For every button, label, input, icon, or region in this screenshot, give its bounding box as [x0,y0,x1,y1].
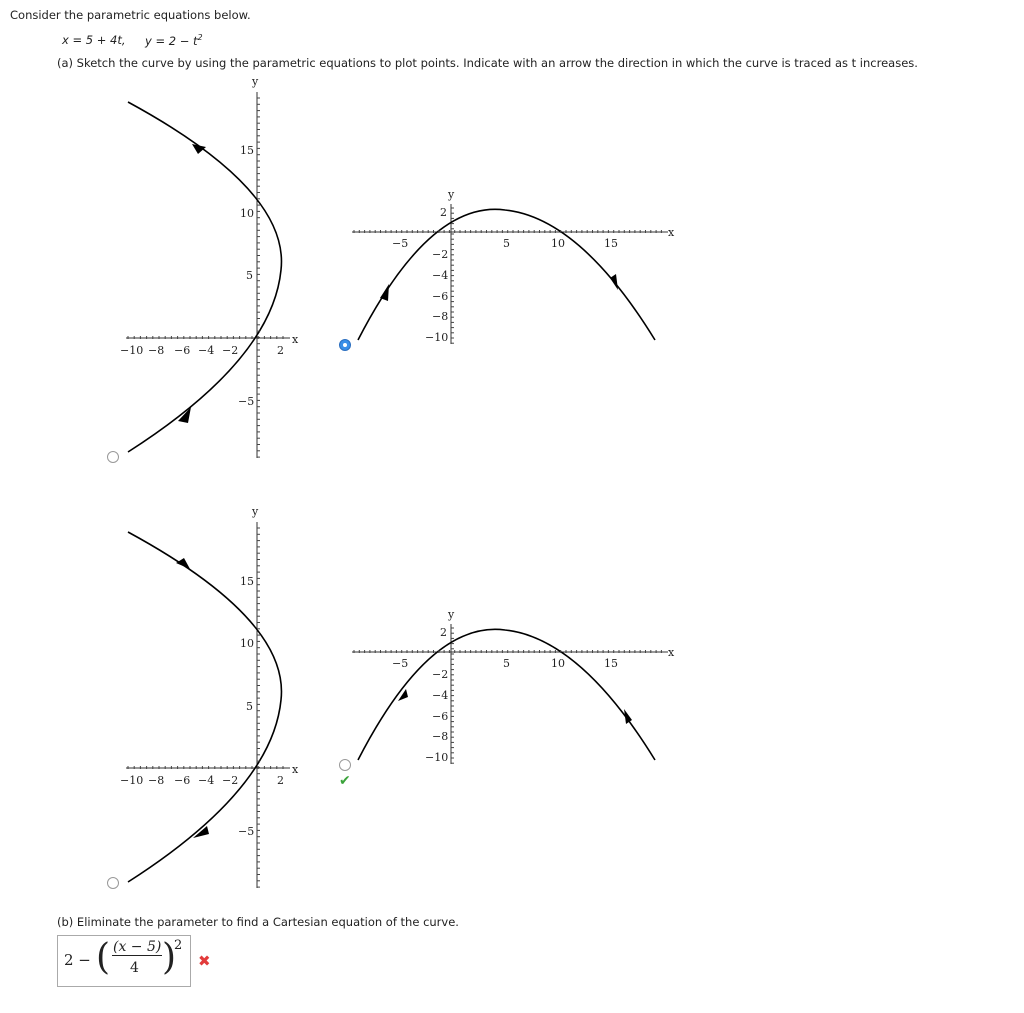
graph-d-arrow-1 [398,689,408,701]
answer-paren-close: ) [162,937,177,978]
equation-x: x = 5 + 4t, [62,33,126,47]
answer-paren-open: ( [96,937,111,978]
graph-c-x-label: x [292,763,299,776]
graph-a-curve [128,102,281,452]
graph-b-xtick-0: −5 [392,237,409,250]
graph-d-ytick-4: −8 [432,730,449,743]
graph-b-ytick-4: −8 [432,310,449,323]
graph-b-ytick-0: 2 [440,206,447,219]
part-a-prompt: (a) Sketch the curve by using the parametric equations to plot points. Indicate with an arrow the direction in which the curve is traced as t increases. [57,56,918,70]
graph-a-x-label: x [292,333,299,346]
graph-a-arrow-1 [192,144,206,154]
graph-a-ytick-3: −5 [238,395,255,408]
option-c-radio[interactable] [107,877,119,889]
answer-denominator: 4 [130,960,139,976]
graph-d-arrow-2 [624,709,632,724]
graph-c-ytick-0: 15 [240,575,254,588]
answer-lead: 2 − [64,951,91,969]
equation-y [145,33,203,48]
graph-c-y-label: y [252,505,259,518]
graph-c-ytick-1: 10 [240,637,254,650]
correct-check-icon: ✔ [339,773,351,789]
graph-c-xtick-5: 2 [277,774,284,787]
graph-d-curve [358,629,655,760]
graph-b-ytick-5: −10 [425,331,449,344]
graph-c-xtick-4: −2 [222,774,239,787]
graph-a-xtick-1: −8 [148,344,165,357]
graph-c-ytick-3: −5 [238,825,255,838]
graph-d-xtick-1: 5 [503,657,510,670]
graph-b-arrow-1 [380,284,389,301]
graph-a-xtick-2: −6 [174,344,191,357]
graph-c-xtick-0: −10 [120,774,144,787]
graph-a-ytick-0: 15 [240,144,254,157]
graph-d-xtick-2: 10 [551,657,565,670]
graph-c-xtick-2: −6 [174,774,191,787]
graph-b-ytick-1: −2 [432,248,449,261]
incorrect-x-icon: ✖ [198,952,211,970]
graph-d-xtick-3: 15 [604,657,618,670]
graph-b-arrow-2 [610,274,618,290]
equation-y-base: y = 2 − t [145,33,198,48]
graph-a-xtick-3: −4 [198,344,215,357]
answer-numerator: (x − 5) [113,939,162,955]
answer-exponent: 2 [174,938,183,953]
graph-c-curve [128,532,281,882]
option-a-radio[interactable] [107,451,119,463]
graph-d-ytick-2: −4 [432,689,449,702]
graph-b-ytick-3: −6 [432,290,449,303]
answer-input[interactable] [57,935,191,987]
graph-c [120,505,299,888]
graph-b-xtick-1: 5 [503,237,510,250]
graph-a [120,75,299,458]
graph-c-arrow-1 [176,558,190,569]
graph-a-ytick-1: 10 [240,207,254,220]
graph-a-xtick-4: −2 [222,344,239,357]
graph-d-ytick-0: 2 [440,626,447,639]
graph-b-y-label: y [448,188,455,201]
graph-b [352,188,675,344]
graph-d-xtick-0: −5 [392,657,409,670]
graph-a-arrow-2 [178,407,191,423]
option-d-radio[interactable] [339,759,351,771]
graph-c-ytick-2: 5 [246,700,253,713]
graph-b-curve [358,209,655,340]
graph-a-y-label: y [252,75,259,88]
intro-text: Consider the parametric equations below. [10,8,251,22]
graph-b-x-label: x [668,226,675,239]
graph-a-ytick-2: 5 [246,269,253,282]
graph-d-x-label: x [668,646,675,659]
graph-c-xtick-3: −4 [198,774,215,787]
graph-b-xtick-2: 10 [551,237,565,250]
graph-d-ytick-3: −6 [432,710,449,723]
graph-c-xtick-1: −8 [148,774,165,787]
graph-d-y-label: y [448,608,455,621]
graph-d-ytick-1: −2 [432,668,449,681]
graph-b-ytick-2: −4 [432,269,449,282]
graph-a-xtick-5: 2 [277,344,284,357]
graph-b-xtick-3: 15 [604,237,618,250]
graph-c-arrow-2 [193,826,209,838]
part-b-prompt: (b) Eliminate the parameter to find a Cartesian equation of the curve. [57,915,459,929]
equation-y-exponent: 2 [197,33,203,42]
option-b-radio[interactable] [339,339,351,351]
graph-a-xtick-0: −10 [120,344,144,357]
graph-d-ytick-5: −10 [425,751,449,764]
graph-d [352,608,675,764]
